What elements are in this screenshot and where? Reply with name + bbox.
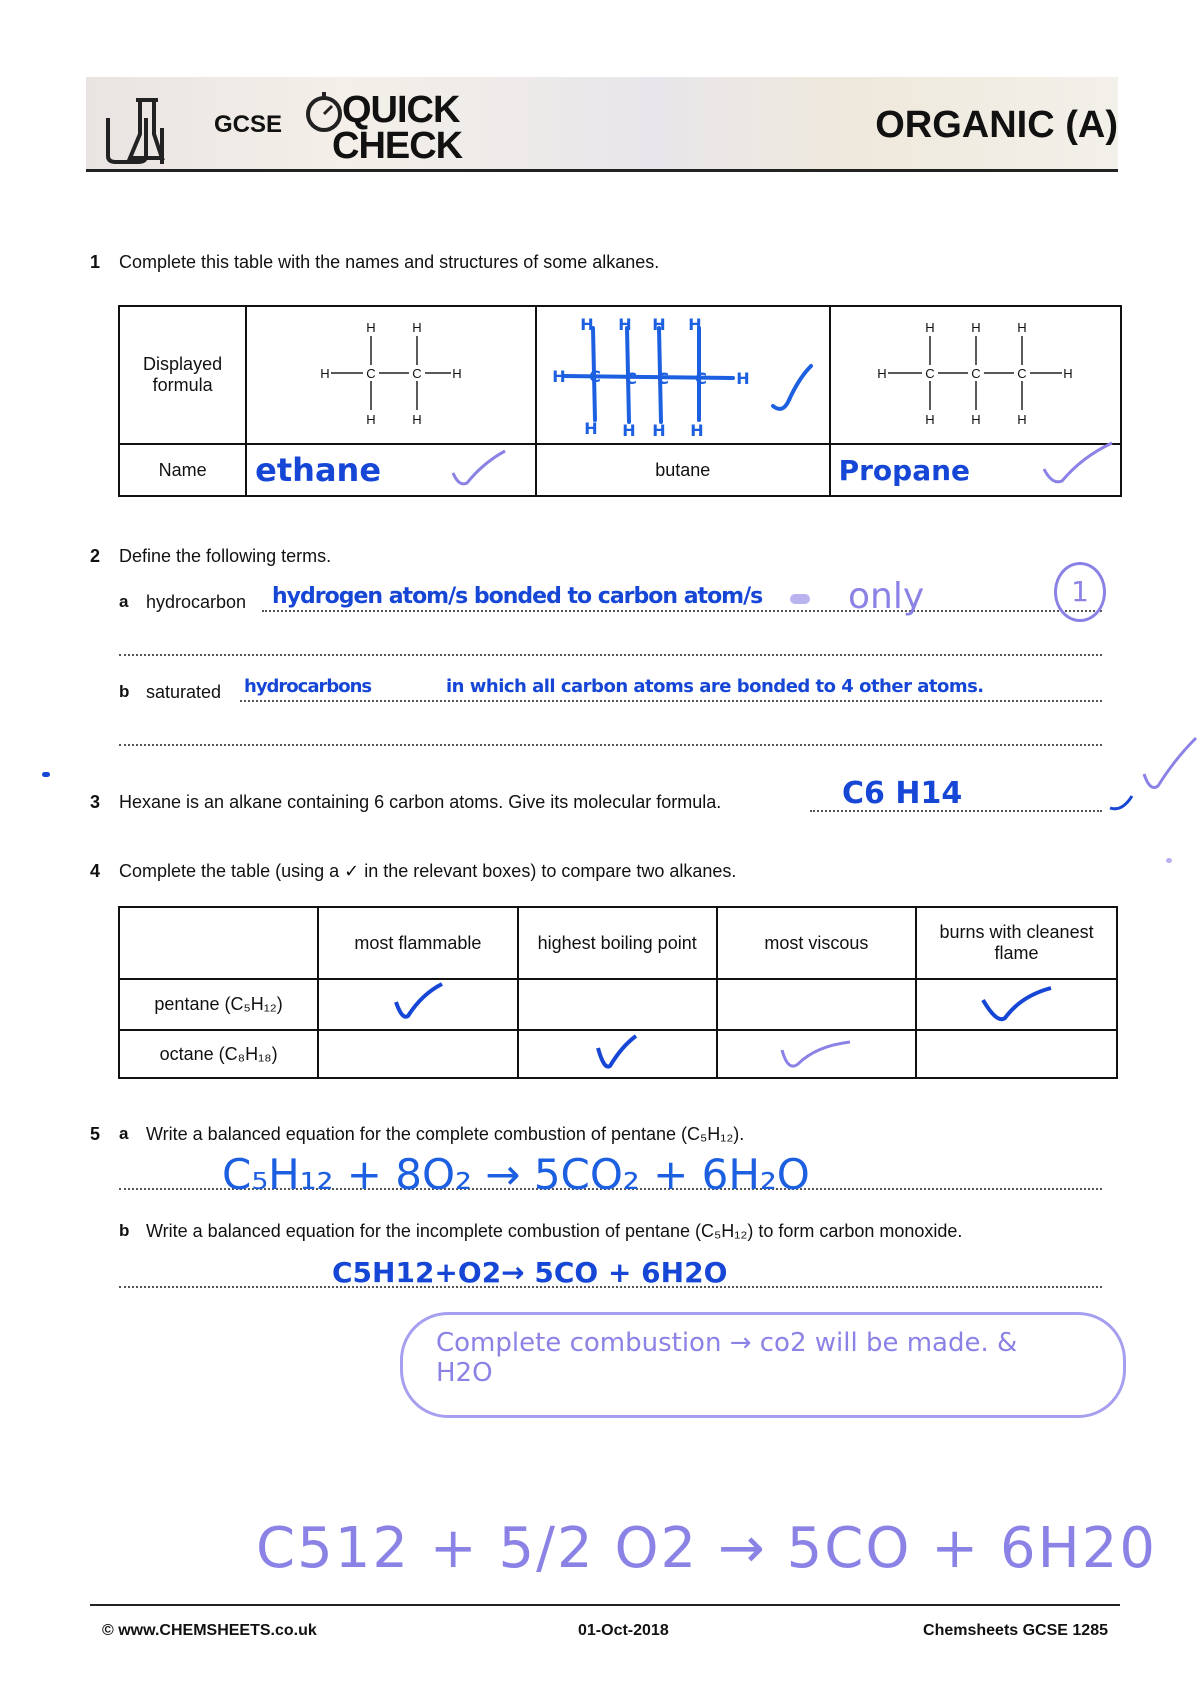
tick-mark-icon — [1040, 439, 1116, 491]
propane-name-cell — [830, 444, 1121, 496]
pentane-viscous-cell — [717, 979, 916, 1030]
ink-dot — [790, 594, 810, 604]
atom-c: C — [1017, 365, 1027, 381]
atom-h: H — [584, 418, 598, 438]
q2a-note: only — [848, 576, 925, 617]
ethane-structure-cell — [246, 306, 536, 444]
propane-structure — [870, 318, 1080, 428]
mark-circle: 1 — [1054, 562, 1106, 622]
atom-c: C — [694, 368, 707, 388]
pentane-flammable-cell — [318, 979, 517, 1030]
atom-c: C — [588, 366, 601, 386]
tick-mark-icon — [776, 1032, 856, 1072]
q3-text: Hexane is an alkane containing 6 carbon atoms. Give its molecular formula. — [119, 792, 722, 812]
q5b-text: Write a balanced equation for the incomplete combustion of pentane (C₅H₁₂) to form carbon monoxide. — [146, 1221, 963, 1241]
comparison-table — [118, 906, 1118, 1079]
ethane-answer: ethane — [255, 451, 382, 489]
footer-date: 01-Oct-2018 — [578, 1622, 669, 1639]
logo-line-2: CHECK — [332, 125, 463, 167]
atom-h: H — [652, 314, 666, 334]
name-label: Name — [119, 444, 246, 496]
q5b-answer: C5H12+O2→ 5CO + 6H2O — [332, 1256, 728, 1289]
footer-website: © www.CHEMSHEETS.co.uk — [102, 1622, 317, 1639]
answer-line — [119, 654, 1102, 656]
header-most-viscous: most viscous — [717, 907, 916, 979]
atom-h: H — [925, 411, 935, 427]
q5a-answer: C₅H₁₂ + 8O₂ → 5CO₂ + 6H₂O — [222, 1150, 810, 1199]
q2b-answer-2: in which all carbon atoms are bonded to 4 other atoms. — [446, 676, 984, 697]
octane-viscous-cell — [717, 1030, 916, 1078]
atom-h: H — [1017, 411, 1027, 427]
atom-h: H — [618, 314, 632, 334]
atom-c: C — [971, 365, 981, 381]
atom-h: H — [1017, 319, 1027, 335]
atom-h: H — [1063, 365, 1073, 381]
atom-h: H — [925, 319, 935, 335]
ethane-structure — [311, 318, 471, 428]
q5a-text: Write a balanced equation for the complete combustion of pentane (C₅H₁₂). — [146, 1124, 745, 1144]
answer-line — [119, 744, 1102, 746]
header-cleanest-flame-text: burns with cleanest flame — [939, 922, 1094, 963]
sheet-title: ORGANIC (A) — [875, 104, 1118, 146]
atom-h: H — [320, 365, 330, 381]
atom-h: H — [412, 411, 422, 427]
row-label-octane: octane (C₈H₁₈) — [119, 1030, 318, 1078]
alkane-table — [118, 305, 1122, 497]
atom-h: H — [412, 319, 422, 335]
atom-h: H — [622, 420, 636, 438]
q5a-letter: a — [119, 1124, 129, 1143]
atom-c: C — [624, 368, 637, 388]
q2a-label: hydrocarbon — [146, 592, 247, 612]
atom-h: H — [690, 420, 704, 438]
feedback-text: Complete combustion → co2 will be made. & H2O — [436, 1328, 1018, 1388]
propane-structure-cell — [830, 306, 1121, 444]
atom-h: H — [452, 365, 462, 381]
q5b-letter: b — [119, 1221, 130, 1240]
q5-number: 5 — [90, 1124, 101, 1144]
butane-handdrawn-structure — [543, 308, 823, 438]
atom-h: H — [366, 319, 376, 335]
tick-mark-icon — [388, 980, 448, 1024]
answer-line — [262, 610, 1102, 612]
tick-mark-icon — [977, 980, 1057, 1024]
octane-clean-flame-cell — [916, 1030, 1117, 1078]
correction-equation: C512 + 5/2 O2 → 5CO + 6H20 — [256, 1516, 1157, 1581]
butane-name-cell: butane — [536, 444, 830, 496]
atom-h: H — [366, 411, 376, 427]
tick-mark-icon — [1140, 734, 1200, 794]
atom-c: C — [656, 368, 669, 388]
butane-structure-cell — [536, 306, 830, 444]
q3-answer: C6 H14 — [842, 776, 963, 811]
q2b-label: saturated — [146, 682, 222, 702]
q2a-letter: a — [119, 592, 129, 611]
q3-number: 3 — [90, 792, 101, 812]
displayed-formula-label — [119, 306, 246, 444]
tick-mark-icon — [449, 447, 509, 491]
tick-mark-icon — [592, 1032, 642, 1072]
octane-flammable-cell — [318, 1030, 517, 1078]
header-highest-boiling-point: highest boiling point — [518, 907, 717, 979]
atom-h: H — [736, 368, 750, 388]
q1-number: 1 — [90, 252, 101, 272]
atom-h: H — [688, 314, 702, 334]
q2a-answer: hydrogen atom/s bonded to carbon atom/s — [272, 584, 763, 609]
q1-text: Complete this table with the names and structures of some alkanes. — [119, 252, 660, 272]
q2b-answer-1: hydrocarbons — [244, 676, 372, 697]
pen-mark — [1108, 792, 1138, 816]
q2-number: 2 — [90, 546, 101, 566]
logo-line-1: QUICK — [342, 89, 460, 131]
atom-h: H — [971, 411, 981, 427]
corner-cell — [119, 907, 318, 979]
q2-text: Define the following terms. — [119, 546, 332, 566]
q4-number: 4 — [90, 861, 101, 881]
propane-answer: Propane — [838, 453, 971, 487]
footer-reference: Chemsheets GCSE 1285 — [923, 1622, 1108, 1639]
atom-h: H — [652, 420, 666, 438]
header-most-flammable: most flammable — [318, 907, 517, 979]
q2b-letter: b — [119, 682, 130, 701]
pentane-boiling-cell — [518, 979, 717, 1030]
quick-check-logo — [310, 89, 463, 167]
row-label-pentane: pentane (C₅H₁₂) — [119, 979, 318, 1030]
lab-glassware-icon — [100, 88, 175, 166]
octane-boiling-cell — [518, 1030, 717, 1078]
displayed-formula-text: Displayed formula — [143, 354, 223, 395]
atom-c: C — [925, 365, 935, 381]
atom-h: H — [877, 365, 887, 381]
answer-line — [240, 700, 1102, 702]
atom-h: H — [971, 319, 981, 335]
footer-rule — [90, 1604, 1120, 1606]
atom-c: C — [366, 365, 376, 381]
atom-c: C — [412, 365, 422, 381]
pentane-clean-flame-cell — [916, 979, 1117, 1030]
atom-h: H — [552, 366, 566, 386]
gcse-label: GCSE — [214, 111, 283, 138]
ink-dot — [1166, 858, 1172, 863]
header-cleanest-flame — [916, 907, 1117, 979]
atom-h: H — [580, 314, 594, 334]
ink-dot — [42, 772, 50, 777]
q4-text: Complete the table (using a ✓ in the relevant boxes) to compare two alkanes. — [119, 861, 737, 881]
ethane-name-cell — [246, 444, 536, 496]
